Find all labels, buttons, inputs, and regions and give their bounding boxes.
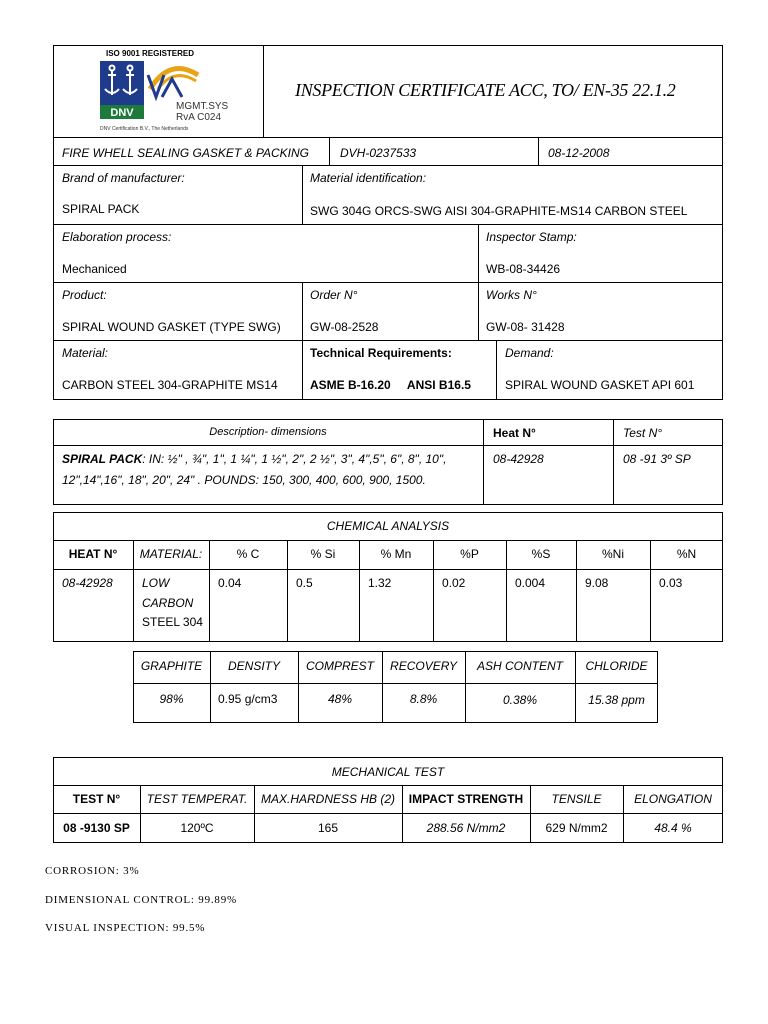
chem-header-heat: HEAT N° [68,547,118,561]
graphite-header: GRAPHITE [140,659,203,673]
works-value: GW-08- 31428 [486,320,565,334]
works-label: Works N° [486,288,537,302]
description-line2: 12",14",16", 18", 20", 24" . POUNDS: 150, 300, 400, 600, 900, 1500. [62,473,426,487]
divider [53,445,723,446]
material-value: CARBON STEEL 304-GRAPHITE MS14 [62,378,278,392]
chem-header-mn: % Mn [380,547,412,561]
chem-header-p: %P [460,547,479,561]
density-header: DENSITY [227,659,280,673]
divider [53,165,723,166]
divider [302,282,303,340]
mech-header-test: TEST N° [72,792,121,806]
certificate-title: INSPECTION CERTIFICATE ACC, TO/ EN-35 22.1.2 [295,80,676,100]
demand-label: Demand: [505,346,554,360]
divider [478,282,479,340]
anchor-seal-icon [98,49,228,135]
chem-header-ni: %Ni [601,547,624,561]
divider [496,340,497,400]
divider [53,540,723,541]
recovery-value: 8.8% [409,692,438,706]
mech-header-hardness: MAX.HARDNESS HB (2) [260,792,396,806]
divider [53,137,723,138]
chem-material-line2: CARBON [142,596,194,610]
mech-header-impact: IMPACT STRENGTH [408,792,524,806]
compress-header: COMPREST [305,659,374,673]
divider [329,137,330,165]
material-label: Material: [62,346,109,360]
mech-header-elongation: ELONGATION [634,792,712,806]
divider [263,45,264,137]
ash-content-value: 0.38% [502,693,538,707]
elaboration-label: Elaboration process: [62,230,172,244]
product-label: Product: [62,288,107,302]
chem-material-line1: LOW [142,576,170,590]
order-label: Order N° [310,288,358,302]
technical-requirements-value: ASME B-16.20 ANSI B16.5 [310,378,471,392]
chem-header-n: %N [676,547,697,561]
technical-requirements-label: Technical Requirements: [310,346,452,360]
divider [478,224,479,282]
description-heat-value: 08-42928 [493,452,544,466]
mech-value-tensile: 629 N/mm2 [545,821,608,835]
divider [538,137,539,165]
description-line1 [62,452,446,466]
document-number: DVH-0237533 [340,146,417,160]
mech-header-temperature: TEST TEMPERAT. [146,792,248,806]
certificate-date: 08-12-2008 [548,146,610,160]
chem-heat-value: 08-42928 [62,576,113,590]
demand-value: SPIRAL WOUND GASKET API 601 [505,378,695,392]
chem-header-c: % C [236,547,260,561]
chem-header-si: % Si [310,547,336,561]
ash-content-header: ASH CONTENT [476,659,563,673]
brand-value: SPIRAL PACK [62,202,140,216]
material-id-value: SWG 304G ORCS-SWG AISI 304-GRAPHITE-MS14 CARBON STEEL [310,204,688,218]
inspector-label: Inspector Stamp: [486,230,577,244]
description-brand: SPIRAL PACK [62,452,143,466]
dnv-cert-text: DNV Certification B.V., The Netherlands [100,126,189,132]
mech-value-elongation: 48.4 % [654,821,692,835]
compress-value: 48% [327,692,353,706]
chem-value-c: 0.04 [218,576,242,590]
divider [302,340,303,400]
graphite-value: 98% [159,692,184,706]
order-value: GW-08-2528 [310,320,379,334]
product-value: SPIRAL WOUND GASKET (TYPE SWG) [62,320,281,334]
dnv-brand-text: DNV [110,107,134,119]
chloride-header: CHLORIDE [585,659,648,673]
description-sizes: : IN: ½" , ¾", 1", 1 ¼", 1 ½", 2", 2 ½", 3", 4",5", 6", 8", 10", [142,452,447,466]
mech-value-hardness: 165 [317,821,339,835]
recovery-header: RECOVERY [390,659,457,673]
mech-value-impact: 288.56 N/mm2 [426,821,506,835]
chem-value-p: 0.02 [442,576,466,590]
iso-registered-text: ISO 9001 REGISTERED [106,49,195,58]
visual-inspection-result: VISUAL INSPECTION: 99.5% [45,922,206,934]
mech-value-temperature: 120ºC [180,821,214,835]
brand-label: Brand of manufacturer: [62,171,185,185]
divider [302,165,303,224]
chem-value-n: 0.03 [659,576,683,590]
elaboration-value: Mechaniced [62,262,127,276]
chem-value-s: 0.004 [515,576,546,590]
divider [53,569,723,570]
chem-header-material: MATERIAL: [139,547,203,561]
mech-header-tensile: TENSILE [551,792,602,806]
product-name: FIRE WHELL SEALING GASKET & PACKING [62,146,309,160]
inspector-value: WB-08-34426 [486,262,561,276]
description-header: Description- dimensions [209,426,327,438]
chem-header-s: %S [531,547,551,561]
divider [53,340,723,341]
description-test-label: Test N° [623,426,663,440]
corrosion-result: CORROSION: 3% [45,865,140,877]
chem-material-line3: STEEL 304 [142,615,203,629]
divider [53,282,723,283]
chloride-value: 15.38 ppm [588,693,645,707]
material-id-label: Material identification: [310,171,427,185]
divider [133,683,658,684]
density-value: 0.95 g/cm3 [218,692,278,706]
iso-logo [98,49,228,135]
divider [53,224,723,225]
mechanical-title: MECHANICAL TEST [331,765,445,779]
divider [613,419,614,505]
chem-value-mn: 1.32 [368,576,392,590]
description-test-value: 08 -91 3º SP [623,452,691,466]
chem-value-si: 0.5 [296,576,313,590]
description-heat-label: Heat N° [493,426,536,440]
mech-value-test: 08 -9130 SP [63,821,130,835]
dimensional-control-result: DIMENSIONAL CONTROL: 99.89% [45,894,237,906]
chem-value-ni: 9.08 [585,576,609,590]
chemical-title: CHEMICAL ANALYSIS [326,519,450,533]
mgmt-sys-text: MGMT.SYS [176,101,228,112]
rva-text: RvA C024 [176,112,222,123]
divider [483,419,484,505]
